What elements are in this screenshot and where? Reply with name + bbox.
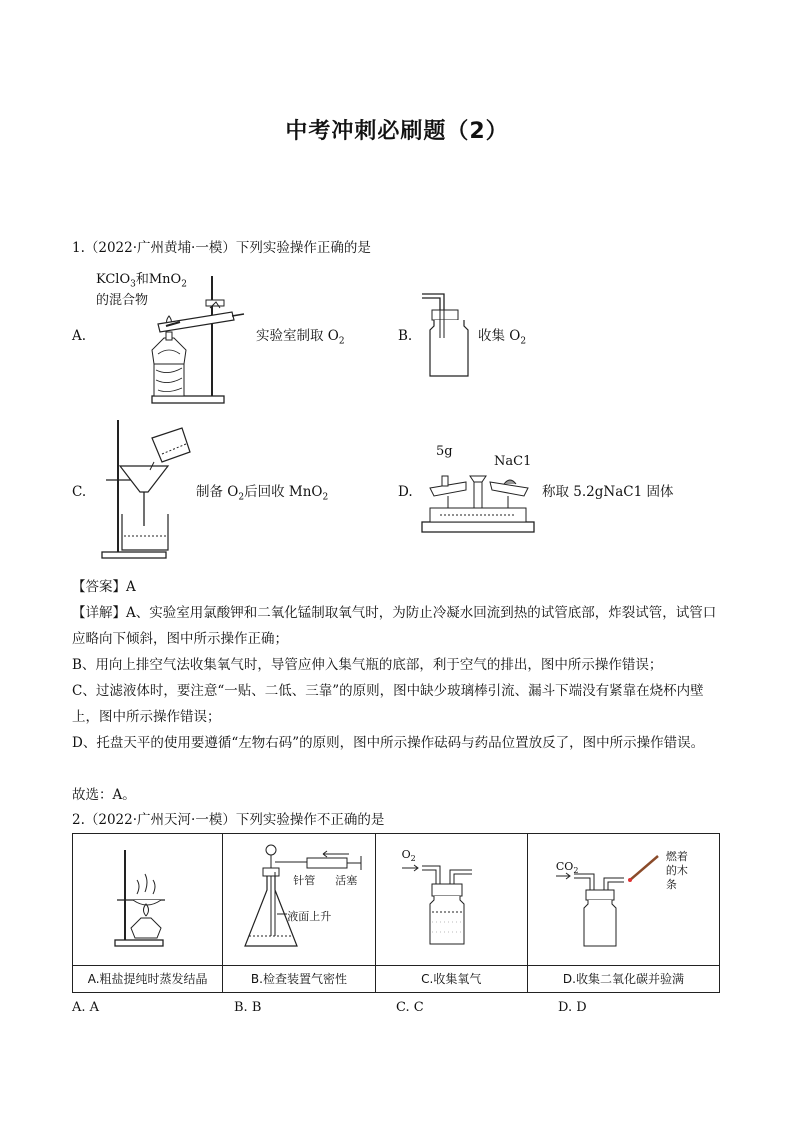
- q2-figure-table: [72, 833, 720, 993]
- q1-d-balance-figure: [420, 462, 538, 536]
- q1-option-c-letter: C.: [72, 484, 87, 500]
- q1-choice: 故选：A。: [72, 787, 136, 803]
- q2-caption-c: C.收集氧气: [375, 966, 527, 993]
- mixture-label: 的混合物: [96, 292, 149, 308]
- q2-cell-b-figure: [223, 834, 375, 966]
- burning-stick-label: 燃着 的木 条: [665, 850, 688, 891]
- q1-detail-c: C、过滤液体时，要注意“一贴、二低、三靠”的原则，图中缺少玻璃棒引流、漏斗下端没有紧靠在烧杯内壁上，图中所示操作错误；: [72, 683, 704, 725]
- q1-option-a-letter: A.: [72, 328, 87, 344]
- needle-label: 针管: [293, 874, 316, 887]
- q1-a-figure-label: KClO$_3$和MnO$_2$ 的混合物: [96, 272, 187, 308]
- co2-label: $CO_2$: [555, 860, 579, 876]
- question-2-stem: 2.（2022·广州天河·一模）下列实验操作不正确的是: [72, 812, 385, 828]
- page-title: 中考冲刺必刷题（2）: [285, 119, 509, 144]
- q1-detail-b: B、用向上排空气法收集氧气时，导管应伸入集气瓶的底部，利于空气的排出，图中所示操作错误；: [72, 657, 663, 673]
- q1-option-d-letter: D.: [398, 484, 413, 500]
- q1-answer: 【答案】A: [72, 579, 136, 595]
- q2-cell-a-figure: [73, 834, 223, 966]
- weight-5g-label: 5g: [436, 444, 453, 459]
- airtightness-check-icon: [237, 842, 369, 954]
- nacl-label: NaC1: [494, 454, 532, 469]
- q2-option-b[interactable]: B. B: [234, 1000, 262, 1015]
- q2-option-d[interactable]: D. D: [558, 1000, 587, 1015]
- q1-c-filtration-figure: [100, 418, 194, 560]
- q2-caption-d: D.收集二氧化碳并验满: [527, 966, 719, 993]
- q2-caption-a: A.粗盐提纯时蒸发结晶: [73, 966, 223, 993]
- q2-caption-b: B.检查装置气密性: [223, 966, 375, 993]
- liquid-rise-label: 液面上升: [287, 910, 332, 923]
- q1-a-heating-apparatus-figure: [146, 272, 256, 408]
- q2-option-c[interactable]: C. C: [396, 1000, 424, 1015]
- plunger-label: 活塞: [335, 874, 358, 887]
- q1-option-d-caption: 称取 5.2gNaC1 固体: [542, 484, 674, 500]
- q2-cell-c-figure: [375, 834, 527, 966]
- kclo3-label: KClO: [96, 272, 131, 287]
- q1-detail-a: 【详解】A、实验室用氯酸钾和二氧化锰制取氧气时，为防止冷凝水回流到热的试管底部，炸裂试管，试管口应略向下倾斜，图中所示操作正确；: [72, 605, 717, 647]
- q1-option-b-caption: 收集 $O_2$: [478, 328, 527, 347]
- q1-option-b-letter: B.: [398, 328, 413, 344]
- q1-option-a-caption: 实验室制取 $O_2$: [256, 328, 345, 347]
- q1-b-gas-bottle-figure: [420, 292, 472, 380]
- co2-collection-icon: [556, 854, 666, 950]
- q2-cell-d-figure: [527, 834, 719, 966]
- q2-option-a[interactable]: A. A: [72, 1000, 100, 1015]
- o2-label: $O_2$: [401, 848, 416, 864]
- evaporation-apparatus-icon: [111, 848, 187, 948]
- q1-detail-d: D、托盘天平的使用要遵循“左物右码”的原则，图中所示操作砝码与药品位置放反了，图中所示操作错误。: [72, 735, 705, 751]
- gas-collection-bottle-icon: [402, 860, 502, 950]
- q1-option-c-caption: 制备 $O_2$后回收 MnO$_2$: [196, 484, 329, 503]
- question-1-stem: 1.（2022·广州黄埔·一模）下列实验操作正确的是: [72, 240, 371, 256]
